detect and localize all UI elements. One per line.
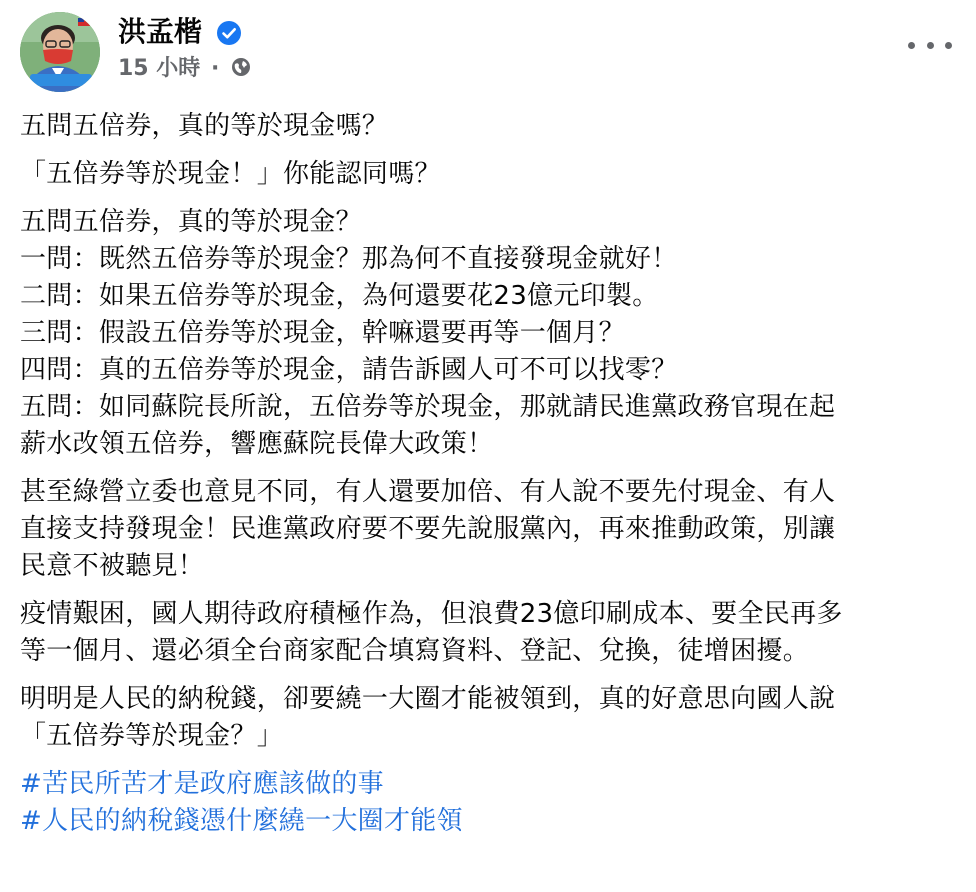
post-header [20, 12, 960, 92]
post-quote [20, 156, 960, 193]
more-options-button[interactable] [908, 30, 952, 60]
questions-paragraph [20, 204, 960, 463]
post-line: 一問：既然五倍券等於現金？那為何不直接發現金就好！ [20, 244, 678, 274]
post-line: 明明是人民的納稅錢，卻要繞一大圈才能被領到，真的好意思向國人說 [20, 684, 836, 714]
post-line: 直接支持發現金！民進黨政府要不要先說服黨內，再來推動政策，別讓 [20, 514, 836, 544]
post-timestamp[interactable]: 15 小時 [118, 56, 201, 81]
post-line: 甚至綠營立委也意見不同，有人還要加倍、有人說不要先付現金、有人 [20, 477, 836, 507]
post-line: 「五倍券等於現金！」你能認同嗎？ [20, 159, 441, 189]
post-meta [118, 54, 252, 84]
avatar[interactable] [20, 12, 100, 92]
paragraph-4 [20, 681, 960, 755]
hashtag-link[interactable]: #人民的納稅錢憑什麼繞一大圈才能領 [20, 806, 463, 836]
post-line: 五問：如同蘇院長所說，五倍券等於現金，那就請民進黨政務官現在起 [20, 392, 836, 422]
meta-separator: · [210, 56, 220, 81]
post-line: 四問：真的五倍券等於現金，請告訴國人可不可以找零？ [20, 355, 678, 385]
globe-icon[interactable] [230, 56, 252, 78]
hashtag-link[interactable]: #苦民所苦才是政府應該做的事 [20, 769, 384, 799]
ellipsis-icon [927, 42, 934, 49]
post-body [20, 108, 960, 851]
post-line: 民意不被聽見！ [20, 551, 205, 581]
post-line: 二問：如果五倍券等於現金，為何還要花23億元印製。 [20, 281, 659, 311]
paragraph-3 [20, 596, 960, 670]
paragraph-2 [20, 474, 960, 585]
post-line: 五問五倍券，真的等於現金？ [20, 207, 362, 237]
post-line: 三問：假設五倍券等於現金，幹嘛還要再等一個月？ [20, 318, 625, 348]
author-name[interactable]: 洪孟楷 [118, 15, 203, 48]
post-line: 五問五倍券，真的等於現金嗎？ [20, 111, 389, 141]
post-title [20, 108, 960, 145]
post-line: 「五倍券等於現金？」 [20, 721, 284, 751]
hashtags [20, 766, 960, 840]
post-line: 疫情艱困，國人期待政府積極作為，但浪費23億印刷成本、要全民再多 [20, 599, 843, 629]
ellipsis-icon [908, 42, 915, 49]
post-line: 等一個月、還必須全台商家配合填寫資料、登記、兌換，徒增困擾。 [20, 636, 810, 666]
avatar-photo [20, 12, 100, 92]
ellipsis-icon [945, 42, 952, 49]
post-line: 薪水改領五倍券，響應蘇院長偉大政策！ [20, 429, 494, 459]
verified-badge-icon [216, 20, 242, 46]
